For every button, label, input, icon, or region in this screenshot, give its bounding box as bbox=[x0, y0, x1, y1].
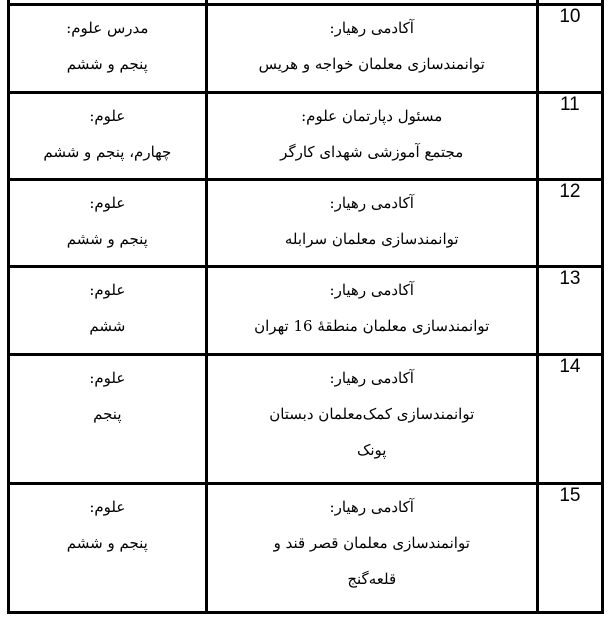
project-title: مجتمع آموزشی شهدای کارگر bbox=[280, 143, 464, 161]
table-row bbox=[9, 355, 603, 484]
grade-levels: پنجم و ششم bbox=[66, 534, 148, 552]
subject-label: علوم: bbox=[89, 369, 126, 387]
description-cell bbox=[206, 267, 537, 355]
project-title-cont: قلعه‌گنج bbox=[347, 570, 397, 588]
subject-label: علوم: bbox=[89, 498, 126, 516]
row-number: 11 bbox=[537, 93, 602, 180]
role-cell bbox=[9, 93, 207, 180]
project-title: توانمندسازی معلمان سرابله bbox=[284, 230, 459, 248]
organization-label: مسئول دپارتمان علوم: bbox=[301, 107, 443, 125]
role-cell bbox=[9, 5, 207, 93]
grade-levels: پنجم bbox=[93, 405, 122, 423]
role-cell bbox=[9, 355, 207, 484]
organization-label: آکادمی رهیار: bbox=[329, 281, 414, 299]
organization-label: آکادمی رهیار: bbox=[329, 19, 414, 37]
experience-table bbox=[7, 0, 604, 614]
project-title: توانمندسازی معلمان منطقهٔ 16 تهران bbox=[254, 317, 490, 335]
project-title: توانمندسازی کمک‌معلمان دبستان bbox=[269, 405, 475, 423]
role-cell bbox=[9, 267, 207, 355]
row-number: 10 bbox=[537, 5, 602, 93]
table-row bbox=[9, 5, 603, 93]
table-row bbox=[9, 267, 603, 355]
row-number: 12 bbox=[537, 180, 602, 267]
row-number: 15 bbox=[537, 484, 602, 613]
grade-levels: چهارم، پنجم و ششم bbox=[43, 143, 172, 161]
table-row bbox=[9, 484, 603, 613]
organization-label: آکادمی رهیار: bbox=[329, 369, 414, 387]
description-cell bbox=[206, 355, 537, 484]
row-number: 13 bbox=[537, 267, 602, 355]
grade-levels: ششم bbox=[89, 317, 126, 335]
document-table-container bbox=[7, 0, 604, 614]
description-cell bbox=[206, 5, 537, 93]
grade-levels: پنجم و ششم bbox=[66, 55, 148, 73]
subject-label: علوم: bbox=[89, 194, 126, 212]
project-title: توانمندسازی معلمان خواجه و هریس bbox=[258, 55, 485, 73]
row-number: 14 bbox=[537, 355, 602, 484]
description-cell bbox=[206, 180, 537, 267]
project-title-cont: پونک bbox=[356, 441, 387, 459]
project-title: توانمندسازی معلمان قصر قند و bbox=[273, 534, 470, 552]
organization-label: آکادمی رهیار: bbox=[329, 194, 414, 212]
table-row bbox=[9, 180, 603, 267]
role-cell bbox=[9, 484, 207, 613]
subject-label: مدرس علوم: bbox=[66, 19, 149, 37]
description-cell bbox=[206, 93, 537, 180]
grade-levels: پنجم و ششم bbox=[66, 230, 148, 248]
role-cell bbox=[9, 180, 207, 267]
subject-label: علوم: bbox=[89, 281, 126, 299]
subject-label: علوم: bbox=[89, 107, 126, 125]
organization-label: آکادمی رهیار: bbox=[329, 498, 414, 516]
description-cell bbox=[206, 484, 537, 613]
table-row bbox=[9, 93, 603, 180]
